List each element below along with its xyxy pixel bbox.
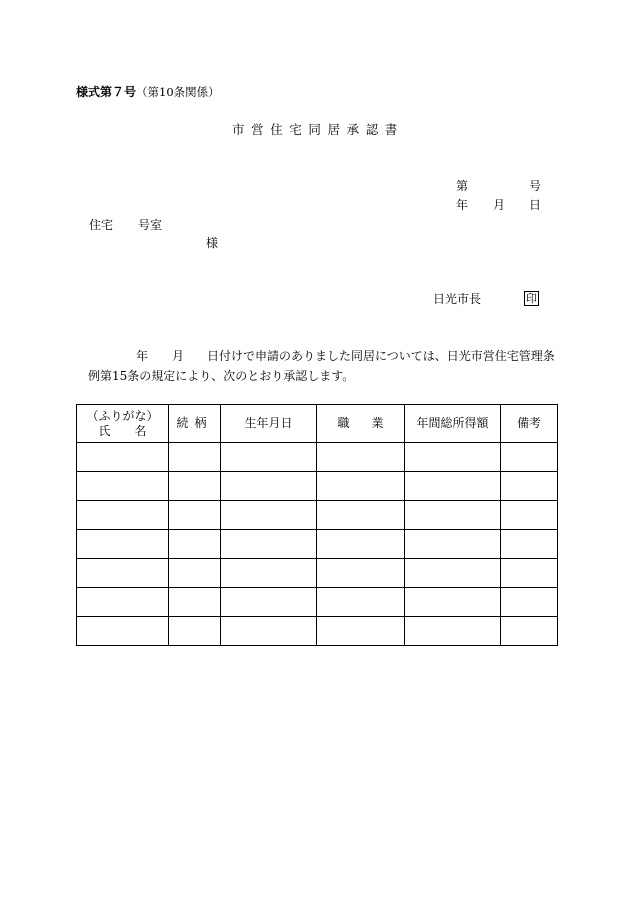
- cohabitant-table: [76, 404, 558, 646]
- header-name-label: 氏 名: [98, 423, 147, 438]
- cell-name: [77, 501, 169, 530]
- cell-occupation: [317, 617, 405, 646]
- header-relationship: 続柄: [169, 405, 221, 443]
- cell-name: [77, 472, 169, 501]
- body-text-line1: 日付けで申請のありました同居については、日光市営住宅管理条: [207, 349, 555, 363]
- cell-birthdate: [221, 617, 317, 646]
- cell-relationship: [169, 588, 221, 617]
- form-article-reference: （第10条関係）: [136, 85, 220, 99]
- form-number-line: [76, 86, 220, 99]
- table-row: [77, 617, 558, 646]
- header-name: [77, 405, 169, 443]
- document-title: 市営住宅同居承認書: [232, 122, 404, 137]
- header-remarks: 備考: [501, 405, 558, 443]
- cell-remarks: [501, 559, 558, 588]
- header-name-furigana: （ふりがな）: [86, 408, 159, 423]
- header-birthdate: 生年月日: [221, 405, 317, 443]
- cell-name: [77, 588, 169, 617]
- cell-birthdate: [221, 530, 317, 559]
- cell-occupation: [317, 443, 405, 472]
- table-body: [77, 443, 558, 646]
- body-month: 月: [172, 349, 185, 363]
- cell-relationship: [169, 443, 221, 472]
- table-row: [77, 559, 558, 588]
- cell-remarks: [501, 472, 558, 501]
- table-row: [77, 443, 558, 472]
- cell-occupation: [317, 559, 405, 588]
- cell-occupation: [317, 472, 405, 501]
- cell-remarks: [501, 588, 558, 617]
- cell-occupation: [317, 501, 405, 530]
- cell-birthdate: [221, 559, 317, 588]
- cell-birthdate: [221, 588, 317, 617]
- issue-date-year: 年: [456, 198, 469, 212]
- cell-remarks: [501, 530, 558, 559]
- cell-birthdate: [221, 472, 317, 501]
- addressee-house: 住宅: [89, 218, 114, 232]
- cell-relationship: [169, 617, 221, 646]
- header-occupation: 職業: [317, 405, 405, 443]
- table-row: [77, 588, 558, 617]
- cell-remarks: [501, 443, 558, 472]
- addressee-room: 号室: [138, 218, 163, 232]
- cell-annual-income: [405, 559, 501, 588]
- issue-date-month: 月: [493, 198, 506, 212]
- cell-annual-income: [405, 443, 501, 472]
- cell-birthdate: [221, 501, 317, 530]
- cell-relationship: [169, 559, 221, 588]
- cell-annual-income: [405, 501, 501, 530]
- cell-occupation: [317, 588, 405, 617]
- issuer-name: 日光市長: [433, 292, 482, 306]
- issue-number-label: 第: [456, 179, 469, 193]
- cell-remarks: [501, 617, 558, 646]
- cell-annual-income: [405, 617, 501, 646]
- cell-annual-income: [405, 530, 501, 559]
- seal-stamp: 印: [526, 292, 537, 305]
- cell-annual-income: [405, 472, 501, 501]
- table-row: [77, 501, 558, 530]
- addressee-honorific: 様: [206, 236, 219, 250]
- cell-birthdate: [221, 443, 317, 472]
- body-year: 年: [136, 349, 149, 363]
- cell-occupation: [317, 530, 405, 559]
- header-annual-income: 年間総所得額: [405, 405, 501, 443]
- cell-name: [77, 617, 169, 646]
- table-row: [77, 530, 558, 559]
- issue-date-day: 日: [529, 198, 542, 212]
- cell-name: [77, 559, 169, 588]
- cell-relationship: [169, 472, 221, 501]
- table-header-row: [77, 405, 558, 443]
- cell-remarks: [501, 501, 558, 530]
- body-text-line2: 例第15条の規定により、次のとおり承認します。: [88, 369, 355, 383]
- cell-name: [77, 443, 169, 472]
- cell-annual-income: [405, 588, 501, 617]
- cell-relationship: [169, 530, 221, 559]
- cell-relationship: [169, 501, 221, 530]
- table-row: [77, 472, 558, 501]
- issue-number-suffix: 号: [529, 179, 542, 193]
- form-number: 様式第７号: [76, 85, 137, 99]
- cell-name: [77, 530, 169, 559]
